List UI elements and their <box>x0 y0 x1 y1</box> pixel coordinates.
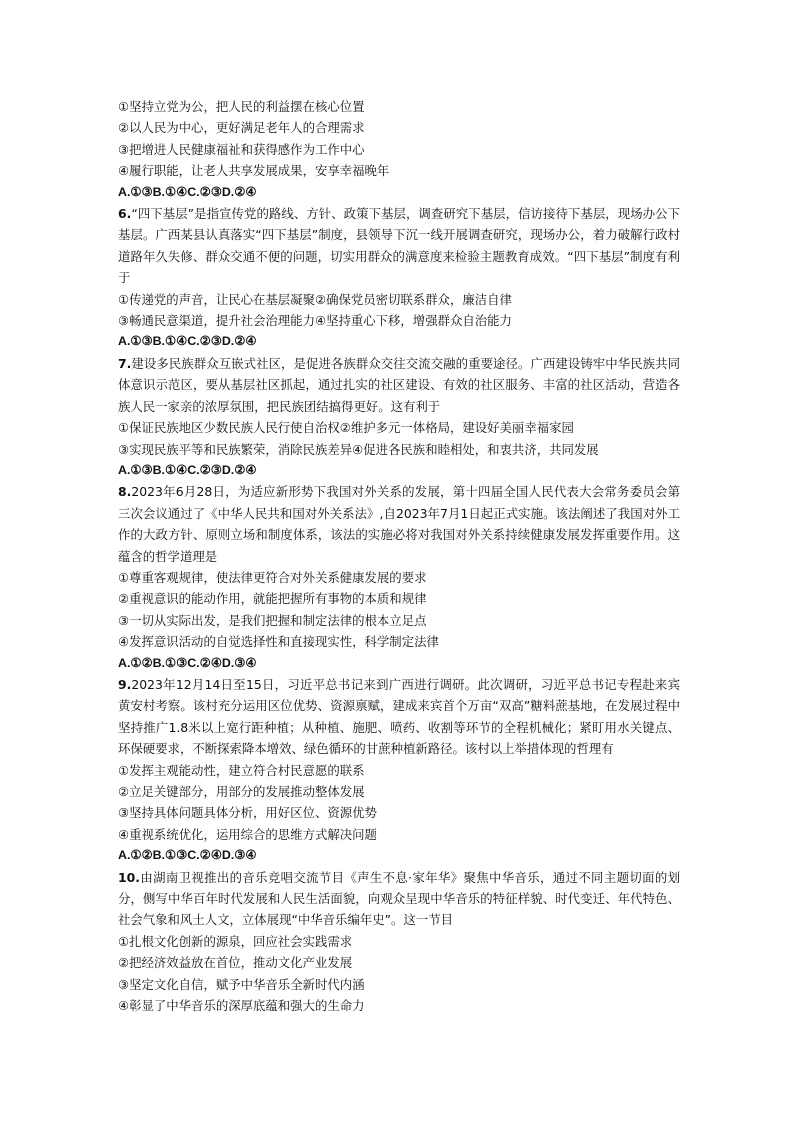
question-7 <box>118 353 680 481</box>
question-5-option-2: ②以人民为中心，更好满足老年人的合理需求 <box>118 120 365 136</box>
question-5-option-3: ③把增进人民健康福祉和获得感作为工作中心 <box>118 141 365 157</box>
question-10 <box>118 867 680 1017</box>
question-5-answer-choices: A.①③B.①④C.②③D.②④ <box>118 184 257 199</box>
answer-choices: A.①③B.①④C.②③D.②④ <box>118 334 257 349</box>
question-option-3: ③一切从实际出发，是我们把握和制定法律的根本立足点 <box>118 612 427 628</box>
question-text: 建设多民族群众互嵌式社区，是促进各族群众交往交流交融的重要途径。广西建设铸牢中华民族共同体意识示范区，要从基层社区抓起，通过扎实的社区建设、有效的社区服务、丰富的社区活动，营造各族人民一家亲的浓厚氛围，把民族团结搞得更好。这有利于 <box>118 355 680 414</box>
answer-choices: A.①③B.①④C.②③D.②④ <box>118 462 257 477</box>
question-option-line: ①传递党的声音，让民心在基层凝聚②确保党员密切联系群众，廉洁自律 <box>118 291 512 307</box>
question-option-3: ③坚定文化自信，赋予中华音乐全新时代内涵 <box>118 976 365 992</box>
question-text: “四下基层”是指宣传党的路线、方针、政策下基层，调查研究下基层，信访接待下基层，现场办公下基层。广西某县认真落实“四下基层”制度，县领导下沉一线开展调查研究，现场办公，着力破解行政村道路年久失修、群众交通不便的问题，切实用群众的满意度来检验主题教育成效。“四下基层”制度有利于 <box>118 206 680 286</box>
question-stem <box>118 867 680 931</box>
question-number: 10. <box>118 869 140 885</box>
question-6 <box>118 203 680 353</box>
question-stem <box>118 353 680 417</box>
question-option-4: ④重视系统优化，运用综合的思维方式解决问题 <box>118 826 377 842</box>
question-option-line: ③实现民族平等和民族繁荣，消除民族差异④促进各民族和睦相处，和衷共济，共同发展 <box>118 441 599 457</box>
exam-page <box>118 96 680 1016</box>
question-option-3: ③坚持具体问题具体分析，用好区位、资源优势 <box>118 805 377 821</box>
question-8 <box>118 481 680 674</box>
question-stem <box>118 674 680 760</box>
question-9 <box>118 674 680 867</box>
question-text: 2023年6月28日，为适应新形势下我国对外关系的发展，第十四届全国人民代表大会常务委员会第三次会议通过了《中华人民共和国对外关系法》,自2023年7月1日起正式实施。该法阐述了我国对外工作的大政方针、原则立场和制度体系，该法的实施必将对我国对外关系持续健康发展发挥重要作用。这蕴含的哲学道理是 <box>118 484 680 564</box>
question-text: 由湖南卫视推出的音乐竞唱交流节目《声生不息·家年华》聚焦中华音乐，通过不同主题切面的划分，侧写中华百年时代发展和人民生活面貌，向观众呈现中华音乐的特征样貌、时代变迁、年代特色、社会气象和风土人文，立体展现“中华音乐编年史”。这一节目 <box>118 869 680 928</box>
question-5-tail <box>118 96 680 203</box>
question-option-1: ①扎根文化创新的源泉，回应社会实践需求 <box>118 933 353 949</box>
question-number: 9. <box>118 676 132 692</box>
question-number: 8. <box>118 484 132 500</box>
question-number: 7. <box>118 355 132 371</box>
question-option-4: ④彰显了中华音乐的深厚底蕴和强大的生命力 <box>118 998 365 1014</box>
question-option-4: ④发挥意识活动的自觉选择性和直接现实性，科学制定法律 <box>118 634 439 650</box>
question-option-2: ②把经济效益放在首位，推动文化产业发展 <box>118 955 353 971</box>
question-option-2: ②立足关键部分，用部分的发展推动整体发展 <box>118 784 365 799</box>
question-5-option-4: ④履行职能，让老人共享发展成果，安享幸福晚年 <box>118 163 390 179</box>
question-text: 2023年12月14日至15日，习近平总书记来到广西进行调研。此次调研，习近平总书记专程赴来宾黄安村考察。该村充分运用区位优势、资源禀赋，建成来宾首个万亩“双高”糖料蔗基地，在发展过程中坚持推广1.8米以上宽行距种植；从种植、施肥、喷药、收割等环节的全程机械化；紧盯用水关键点、环保硬要求，不断探索降本增效、绿色循环的甘蔗种植新路径。该村以上举措体现的哲理有 <box>118 676 680 757</box>
question-stem <box>118 481 680 567</box>
question-number: 6. <box>118 206 132 222</box>
question-5-option-1: ①坚持立党为公，把人民的利益摆在核心位置 <box>118 99 365 114</box>
question-stem <box>118 203 680 289</box>
question-option-1: ①尊重客观规律，使法律更符合对外关系健康发展的要求 <box>118 569 427 585</box>
answer-choices: A.①②B.①③C.②④D.③④ <box>118 848 257 863</box>
question-option-1: ①发挥主观能动性，建立符合村民意愿的联系 <box>118 762 365 778</box>
question-option-line: ③畅通民意渠道，提升社会治理能力④坚持重心下移，增强群众自治能力 <box>118 313 512 329</box>
question-option-2: ②重视意识的能动作用，就能把握所有事物的本质和规律 <box>118 591 427 607</box>
question-option-line: ①保证民族地区少数民族人民行使自治权②维护多元一体格局，建设好美丽幸福家园 <box>118 420 574 436</box>
answer-choices: A.①②B.①③C.②④D.③④ <box>118 655 257 670</box>
